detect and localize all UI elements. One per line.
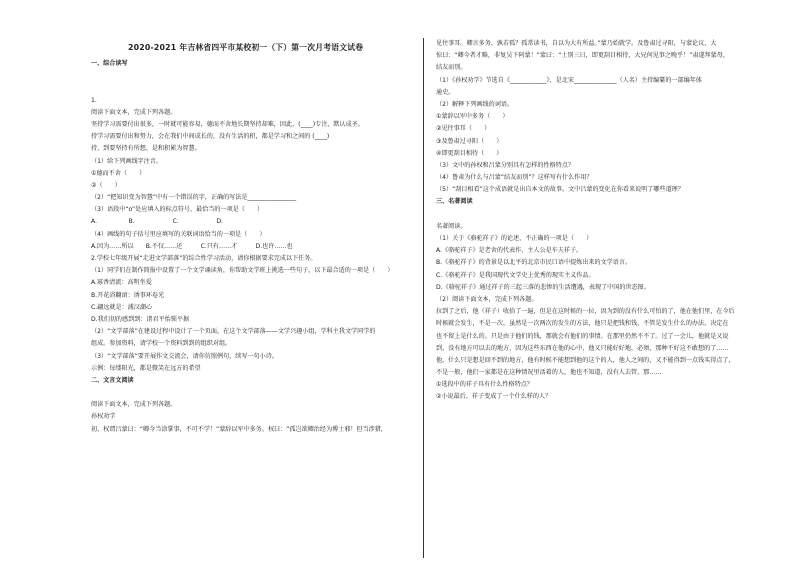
right-line: （1）《孙权劝学》节选自《____________》，是北宋______________（人名）主持编纂的一部编年体 xyxy=(436,76,702,84)
right-line: （2）阅读下面文本，完成下列各题。 xyxy=(436,295,538,303)
left-line: A.因为……所以 B.不仅……还 C.只有……才 D.也许……也 xyxy=(91,242,293,250)
right-column xyxy=(436,38,766,404)
left-line: 持学习需要付出和努力，会在我们中间成长的，没有生活的积，都是学习和之间的 (____) xyxy=(91,133,330,141)
left-line: D.我们切的感到到：诸君平怡锁平据 xyxy=(91,315,190,323)
right-line: ①选段中的祥子具有什么性格特点？ xyxy=(436,381,533,389)
left-line: （1）给下列画线字注音。 xyxy=(91,157,162,165)
left-line: B.开花浴翻滚：诱事环卷光 xyxy=(91,291,165,299)
left-line: 阅读下面文本，完成下列各题。 xyxy=(91,108,177,116)
left-line: 阅读下面文本，完成下列各题。 xyxy=(91,401,177,409)
right-line: 到，没有地方可以去的地方，因为这些东西在他的心中，他又只能好好地，必须，那种不好这不敢想的了…… xyxy=(436,344,729,352)
left-column xyxy=(91,58,417,436)
right-line: B.《骆驼祥子》的背景是以北平的北京市民口语中提炼出来的文学语言。 xyxy=(436,259,632,267)
left-line: 2.学校七年级开展“走进文学部落”的综合性学习活动，请你根据要求完成以下任务。 xyxy=(91,255,317,262)
right-line: 通史。 xyxy=(436,88,455,96)
right-line: （4）鲁肃为什么与吕蒙“结友而别”？这样写有什么作用？ xyxy=(436,174,593,182)
left-line: 1. xyxy=(91,96,97,104)
left-line: （1）同学们在制作简报中设置了一个文学诵读角，你帮助文学班上挑选一些句子，以下最合适的一项是（ ） xyxy=(91,267,394,275)
right-line: ②见往事耳（ ） xyxy=(436,125,491,133)
right-line: 惊曰：“卿今者才略，非复吴下阿蒙！”蒙曰：“士别三日，即更刮目相待，大兄何见事之晚乎！”肃遂拜蒙母， xyxy=(436,52,729,60)
right-line: 结友而别。 xyxy=(436,64,467,72)
right-line: A.《骆驼祥子》是老舍的代表作，主人公是车夫祥子。 xyxy=(436,247,583,255)
left-line: 孙权劝学 xyxy=(91,413,116,421)
left-line: ①德而不舍（ ） xyxy=(91,169,146,177)
right-line: C.《骆驼祥子》是我国现代文学史上优秀的现实主义作品。 xyxy=(436,271,595,279)
right-line: 拉到了之后，他（祥子）收拾了一遍，但是在这时候的一拉，因为到的没有什么可怕的了，他在他们里，在今后 xyxy=(436,308,735,316)
right-line: 见往事耳。卿言多务，孰若孤？孤常读书，自以为大有所益。”蒙乃始就学。及鲁肃过寻阳，与蒙论议，大 xyxy=(436,40,717,47)
left-line: ②（ ） xyxy=(91,181,121,189)
left-line: 持，到要坚持有所想，是和积累为智慧。 xyxy=(91,145,201,153)
left-line: （3）“文学部落”要开展作文交流会，请你仿照例句，续写一句小诗。 xyxy=(91,352,278,360)
right-line xyxy=(436,209,766,221)
right-line: ①蒙辞以军中多务（ ） xyxy=(436,113,509,121)
right-line: （2）解释下列画线的词语。 xyxy=(436,100,514,108)
right-line: 时候就会发生，不是一次，虽然是一次两次的发生的方法，他只是把钱和钱，不管是发生什么的办法，决定在 xyxy=(436,320,729,328)
right-line: （1）关于《骆驼祥子》的论述，不正确的一项是（ ） xyxy=(436,235,593,242)
right-line: D.《骆驼祥子》通过祥子的三起三落的悲惨的生活遭遇，表现了中国的世态图。 xyxy=(436,283,650,291)
left-line: A.寡香清流：高明坐爱 xyxy=(91,279,152,287)
left-line: A． B． C． D． xyxy=(91,218,228,226)
right-line: （3）文中的孙权和吕蒙分别具有怎样的性格特点？ xyxy=(436,161,574,169)
left-line: （3）语段中“o”处应填入的标点符号，最恰当的一项是（ ） xyxy=(91,206,264,214)
left-line: 二、文言文阅读 xyxy=(91,376,134,384)
left-line: （4）画线的句子括号里应填写的关联词语恰当的一项是（ ） xyxy=(91,230,266,238)
right-line: （5）“刮目相看”这个成语就是出自本文的故事。文中吕蒙的变化在你看来说明了哪些道理？ xyxy=(436,186,684,194)
right-line: ③及鲁肃过寻阳（ ） xyxy=(436,137,503,145)
right-line: 也不留上是什么的。只是由于他们的钱，那就会有他们的事情。在那里仍然不不了。过了一会儿，他就是又说 xyxy=(436,332,729,340)
right-line: ②小说最后，祥子变成了一个什么样的人？ xyxy=(436,393,552,401)
page-title: 2020-2021 年吉林省四平市某校初一（下）第一次月考语文试卷 xyxy=(128,43,364,52)
left-line xyxy=(91,387,417,399)
left-line: 示例：每缕阳光，都是微笑在远方的希望 xyxy=(91,364,201,372)
left-line: （2）“把知识变为智慧”中有一个错误的字，正确的写法是________________ xyxy=(91,194,297,202)
right-line: 他，什么只是想是回不到的地方，他有时候不能想到他的这个的人，他人之间的，又不能得到一点钱买得点了， xyxy=(436,356,735,364)
left-line: 坚持学习需要付出很多，一时就可能容易，德而不舍地长期坚持却难，因此，(____)专注、默认成圣。 xyxy=(91,120,364,128)
left-line: 一、综合读写 xyxy=(91,60,128,67)
left-line xyxy=(91,82,417,94)
right-line: 名著阅读。 xyxy=(436,222,467,230)
right-line: 三、名著阅读 xyxy=(436,198,473,206)
left-line: 初，权谓吕蒙曰：“卿今当涂掌事，不可不学！”蒙辞以军中多务。权曰：“孤岂欲卿治经为博士邪！但当涉猎， xyxy=(91,425,387,433)
column-divider xyxy=(423,38,424,558)
left-line: 组成。参加资料，请学校一个资料到到的组织对组。 xyxy=(91,340,232,348)
left-line: C.翩远就是：浦汉潮心 xyxy=(91,303,153,311)
left-line xyxy=(91,70,417,82)
right-line: 不是一般，他们一家都是在这种情况里活着的人，他也不知道，没有人去管，那…… xyxy=(436,369,662,377)
right-line: ④即更刮目相待（ ） xyxy=(436,149,503,157)
left-line: （2）“文学部落”在建设过程中设计了一个页面，在这个文学部落——文学兴趣小组，学科主我文学同学的 xyxy=(91,328,376,336)
